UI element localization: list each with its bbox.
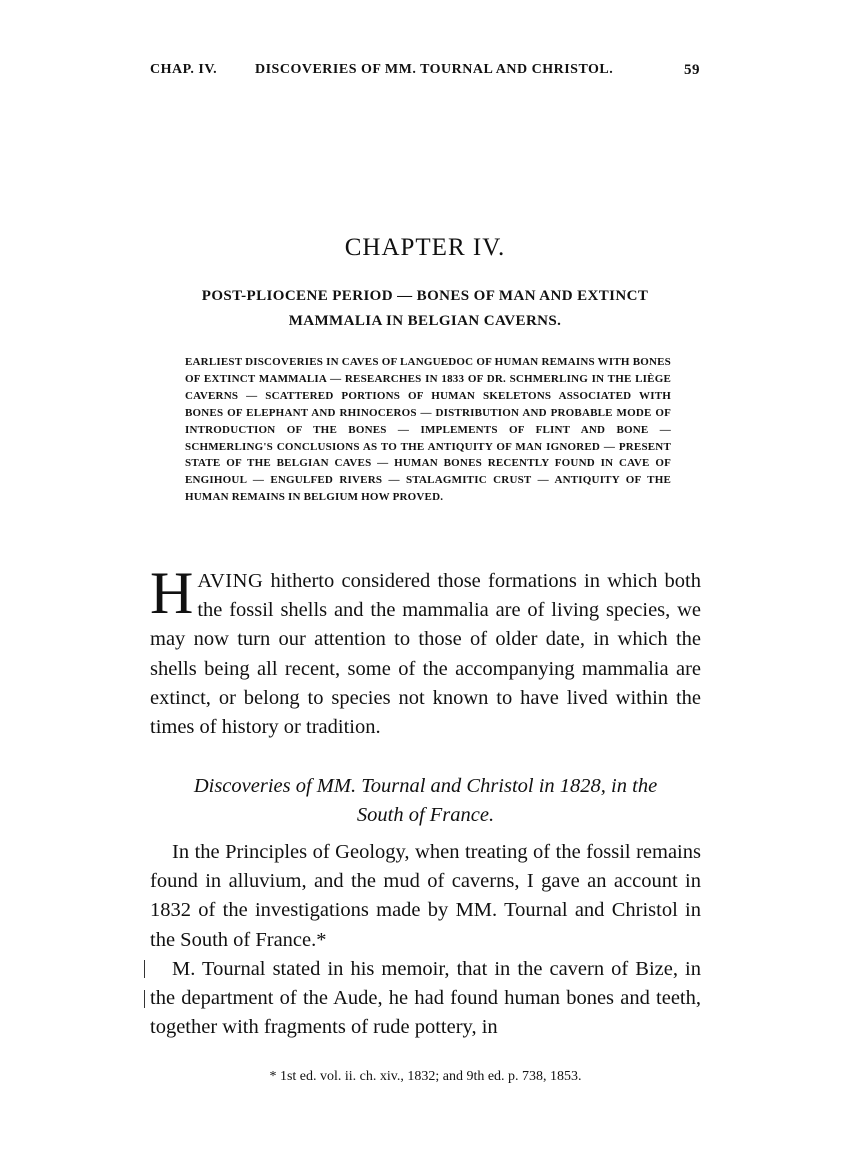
chapter-title: CHAPTER IV. [344,234,506,261]
chapter-summary: EARLIEST DISCOVERIES IN CAVES OF LANGUEDOC OF HUMAN REMAINS WITH BONES OF EXTINCT MAMMALIA — RESEARCHES IN 1833 OF DR. SCHMERLING IN THE LIÈGE CAVERNS — SCATTERED PORTIONS OF HUMAN SKELETONS ASSOCIATED WITH BONES OF ELEPHANT AND RHINOCEROS — DISTRIBUTION AND PROBABLE MODE OF INTRODUCTION OF THE BONES — IMPLEMENTS OF FLINT AND BONE — SCHMERLING'S CONCLUSIONS AS TO THE ANTIQUITY OF MAN IGNORED — PRESENT STATE OF THE BELGIAN CAVES — HUMAN BONES RECENTLY FOUND IN CAVE OF ENGIHOUL — ENGULFED RIVERS — STALAGMITIC CRUST — ANTIQUITY OF THE HUMAN REMAINS IN BELGIUM HOW PROVED. [185,356,671,504]
intro-paragraph [150,560,701,742]
body-paragraph-1: In the Principles of Geology, when treating of the fossil remains found in alluvium, and the mud of caverns, I gave an account in 1832 of the investigations made by MM. Tournal and Christol in the South of France.* [150,841,701,951]
section-heading-line-1: Discoveries of MM. Tournal and Christol in 1828, in the [193,775,658,797]
section-heading [150,772,701,830]
footnote: * 1st ed. vol. ii. ch. xiv., 1832; and 9th ed. p. 738, 1853. [269,1069,582,1084]
chapter-reference: CHAP. IV. [150,62,218,77]
margin-pencil-mark [144,990,149,1008]
section-heading-line-2: South of France. [356,804,495,826]
drop-cap: H [150,560,194,626]
intro-text: hitherto considered those formations in which both the fossil shells and the mammalia are of living species, we may now turn our attention to those of older date, in which the shells being all recent, some of the accompanying mammalia are extinct, or belong to species not known to have lived within the times of history or tradition. [150,570,701,739]
margin-pencil-mark [144,960,149,978]
page-number: 59 [684,62,700,78]
running-header [150,62,700,86]
intro-lead-word: AVING [197,570,264,592]
running-title: DISCOVERIES OF MM. TOURNAL AND CHRISTOL. [255,62,614,77]
chapter-subtitle: POST-PLIOCENE PERIOD — BONES OF MAN AND EXTINCT MAMMALIA IN BELGIAN CAVERNS. [201,288,649,329]
body-paragraph-2: M. Tournal stated in his memoir, that in the cavern of Bize, in the department of the Aude, he had found human bones and teeth, together with fragments of rude pottery, in [150,958,701,1039]
